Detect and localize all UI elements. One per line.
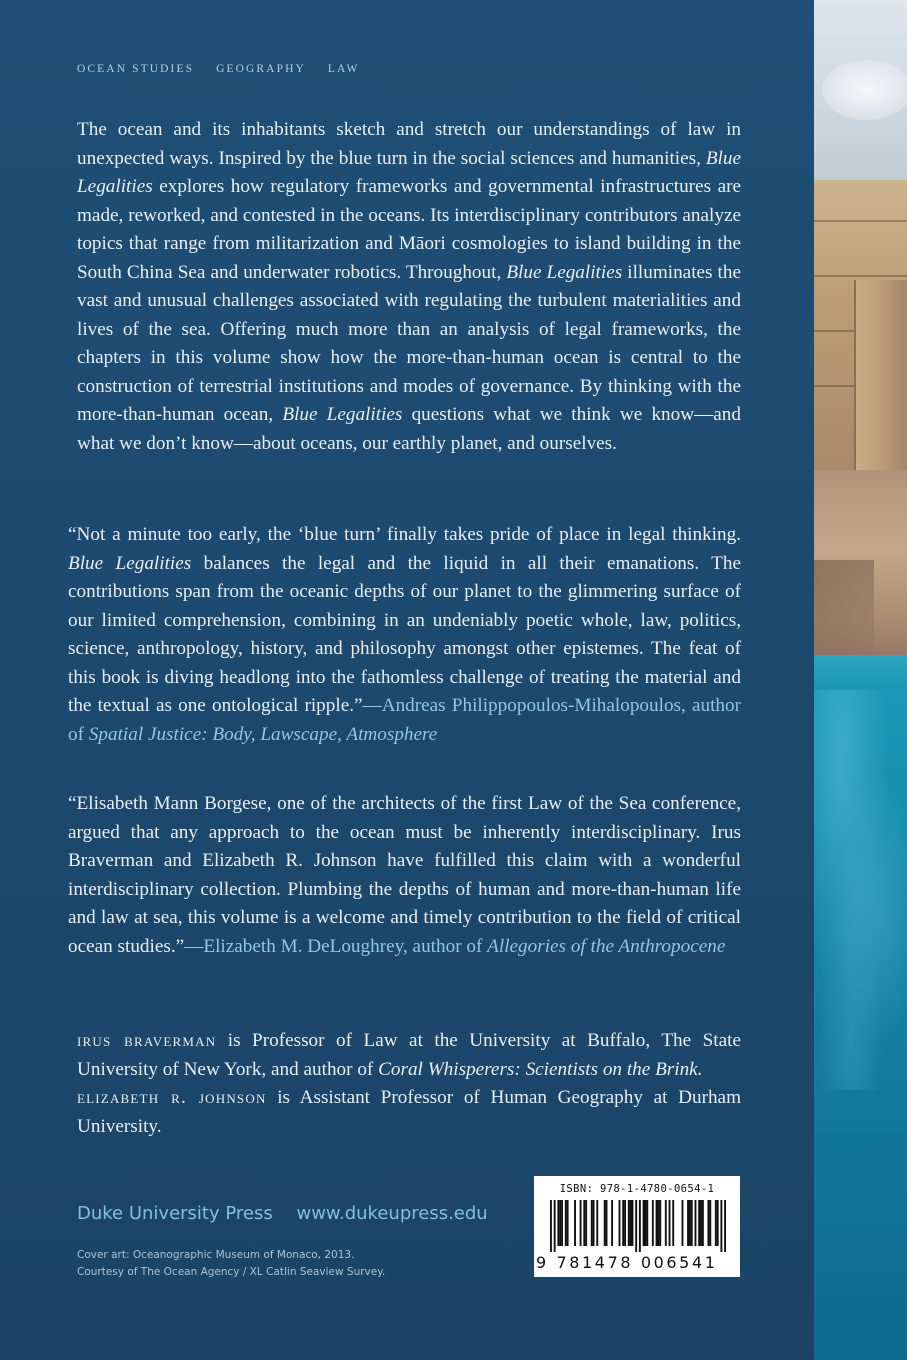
description-text: illuminates the vast and unusual challenges associated with regulating the turbulent materialities and lives of the sea. Offering much more than an analysis of legal frameworks, the chapters in this volume show how the more-than-human ocean is central to the construction of terrestrial institutions and modes of governance. By thinking with the more-than-human ocean,: [77, 261, 742, 425]
barcode-bar: [709, 1200, 711, 1246]
barcode-bar: [624, 1200, 626, 1246]
cover-credits: [77, 1247, 385, 1281]
author-name-johnson: elizabeth r. johnson: [77, 1087, 267, 1108]
quote-text: balances the legal and the liquid in all their emanations. The contributions span from the oceanic depths of our planet to the glimmering surface of our limited comprehension, combining in an undeniably poetic whole, law, politics, science, anthropology, history, and philosophy amongst other epistemes. The feat of this book is diving headlong into the fathomless challenge of treating the material and the textual as one ontological ripple.”: [68, 552, 742, 716]
barcode-bar: [672, 1200, 674, 1246]
quote-attribution: [184, 936, 725, 957]
barcode-bar: [715, 1200, 717, 1246]
endorsement-quote-2: [68, 790, 741, 961]
category-ocean-studies: OCEAN STUDIES: [77, 63, 195, 75]
attribution-work: Allegories of the Anthropocene: [487, 935, 726, 957]
light-caustics: [814, 690, 907, 1090]
barcode-bar: [717, 1200, 719, 1246]
barcode-bar: [585, 1200, 587, 1246]
barcode-bar: [632, 1200, 634, 1246]
barcode-bar: [596, 1200, 598, 1246]
barcode-bar: [550, 1200, 552, 1252]
building-ledge: [814, 275, 907, 277]
quote-text: “Elisabeth Mann Borgese, one of the architects of the first Law of the Sea conference, argued that any approach to the ocean must be inherently interdisciplinary. Irus Braverman and Elizabeth R. Johnson have fulfilled this claim with a wonderful interdisciplinary collection. Plumbing the depths of human and more-than-human life and law at sea, this volume is a welcome and timely contribution to the field of critical ocean studies.”: [68, 793, 741, 957]
museum-tower: [854, 280, 907, 500]
barcode-bar: [628, 1200, 630, 1246]
author-bios: [77, 1027, 741, 1141]
barcode-bar: [646, 1200, 648, 1246]
category-law: LAW: [327, 63, 360, 75]
barcode-bar: [695, 1200, 697, 1246]
barcode-bar: [591, 1200, 593, 1246]
credit-line-1: Cover art: Oceanographic Museum of Monaco, 2013.: [77, 1249, 355, 1261]
book-title-italic: Blue Legalities: [506, 261, 623, 283]
barcode-bar: [659, 1200, 661, 1246]
author-bio-text: is Professor of Law at the University at Buffalo, The State University of New York, and author of: [77, 1030, 741, 1080]
endorsement-quote-1: [68, 521, 741, 749]
barcode-bar: [583, 1200, 585, 1246]
barcode-bar: [604, 1200, 606, 1246]
barcode-bar: [630, 1200, 632, 1246]
barcode-bar: [707, 1200, 709, 1246]
author-bio-text: is Assistant Professor of Human Geography at Durham University.: [77, 1087, 741, 1137]
barcode-bar: [557, 1200, 559, 1246]
description-text: questions what we think we know—and what we don’t know—about oceans, our earthly planet, and ourselves.: [77, 404, 741, 454]
subject-categories: [77, 63, 376, 75]
barcode-digits: 9 781478 006541: [536, 1253, 718, 1272]
cloud: [822, 60, 907, 120]
barcode-bar: [554, 1200, 556, 1252]
description-text: explores how regulatory frameworks and governmental infrastructures are made, reworked, and contested in the oceans. Its interdisciplinary contributors analyze topics that range from militarization and Māori cosmologies to island building in the South China Sea and underwater robotics. Throughout,: [77, 176, 741, 283]
cliff-shadow: [814, 560, 874, 660]
barcode-bar: [652, 1200, 654, 1246]
barcode-bar: [606, 1200, 608, 1246]
building-ledge: [814, 220, 907, 222]
barcode-bar: [559, 1200, 561, 1246]
barcode-bar: [643, 1200, 645, 1246]
barcode-bar: [665, 1200, 667, 1246]
quote-text: “Not a minute too early, the ‘blue turn’ finally takes pride of place in legal thinking.: [68, 524, 741, 545]
category-geography: GEOGRAPHY: [216, 63, 306, 75]
barcode-bar: [669, 1200, 671, 1246]
barcode-bar: [619, 1200, 621, 1246]
isbn-label: ISBN: 978-1-4780-0654-1: [559, 1183, 715, 1195]
barcode-bar: [567, 1200, 569, 1246]
credit-line-2: Courtesy of The Ocean Agency / XL Catlin Seaview Survey.: [77, 1266, 386, 1278]
barcode-bar: [691, 1200, 693, 1246]
barcode-bars: [550, 1200, 726, 1252]
barcode-bar: [565, 1200, 567, 1246]
barcode-bar: [635, 1200, 637, 1252]
publisher-name: Duke University Press: [77, 1203, 273, 1224]
barcode-bar: [700, 1200, 702, 1246]
barcode-bar: [656, 1200, 658, 1246]
barcode-bar: [644, 1200, 646, 1246]
author-work-italic: Coral Whisperers: Scientists on the Brink.: [378, 1058, 703, 1080]
barcode-bar: [698, 1200, 700, 1246]
barcode-bar: [720, 1200, 722, 1252]
description-text: The ocean and its inhabitants sketch and stretch our understandings of law in unexpected ways. Inspired by the blue turn in the social sciences and humanities,: [77, 119, 741, 169]
book-description: [77, 116, 741, 458]
barcode-bar: [622, 1200, 624, 1246]
barcode-bar: [724, 1200, 726, 1252]
water-surface: [814, 655, 907, 685]
publisher-url[interactable]: www.dukeupress.edu: [296, 1203, 488, 1224]
barcode-bar: [593, 1200, 595, 1246]
book-title-italic: Blue Legalities: [282, 404, 403, 425]
book-title-italic: Blue Legalities: [68, 552, 192, 574]
barcode-bar: [611, 1200, 613, 1246]
barcode-bar: [682, 1200, 684, 1246]
barcode-bar: [580, 1200, 582, 1246]
cover-photo-museum-cliff: [814, 0, 907, 1360]
book-title-italic: Blue Legalities: [77, 147, 741, 197]
attribution-text: —Elizabeth M. DeLoughrey, author of: [184, 935, 488, 957]
barcode-bar: [657, 1200, 659, 1246]
attribution-work: Spatial Justice: Body, Lawscape, Atmosphere: [88, 723, 438, 745]
barcode-bar: [702, 1200, 704, 1246]
barcode-bar: [561, 1200, 563, 1246]
author-name-braverman: irus braverman: [77, 1030, 217, 1051]
barcode-bar: [639, 1200, 641, 1252]
barcode-bar: [574, 1200, 576, 1246]
attribution-text: —Andreas Philippopoulos-Mihalopoulos, author of: [68, 695, 741, 745]
publisher-line: [77, 1203, 506, 1224]
barcode-bar: [687, 1200, 689, 1246]
barcode-bar: [689, 1200, 691, 1246]
isbn-barcode: [534, 1176, 740, 1277]
